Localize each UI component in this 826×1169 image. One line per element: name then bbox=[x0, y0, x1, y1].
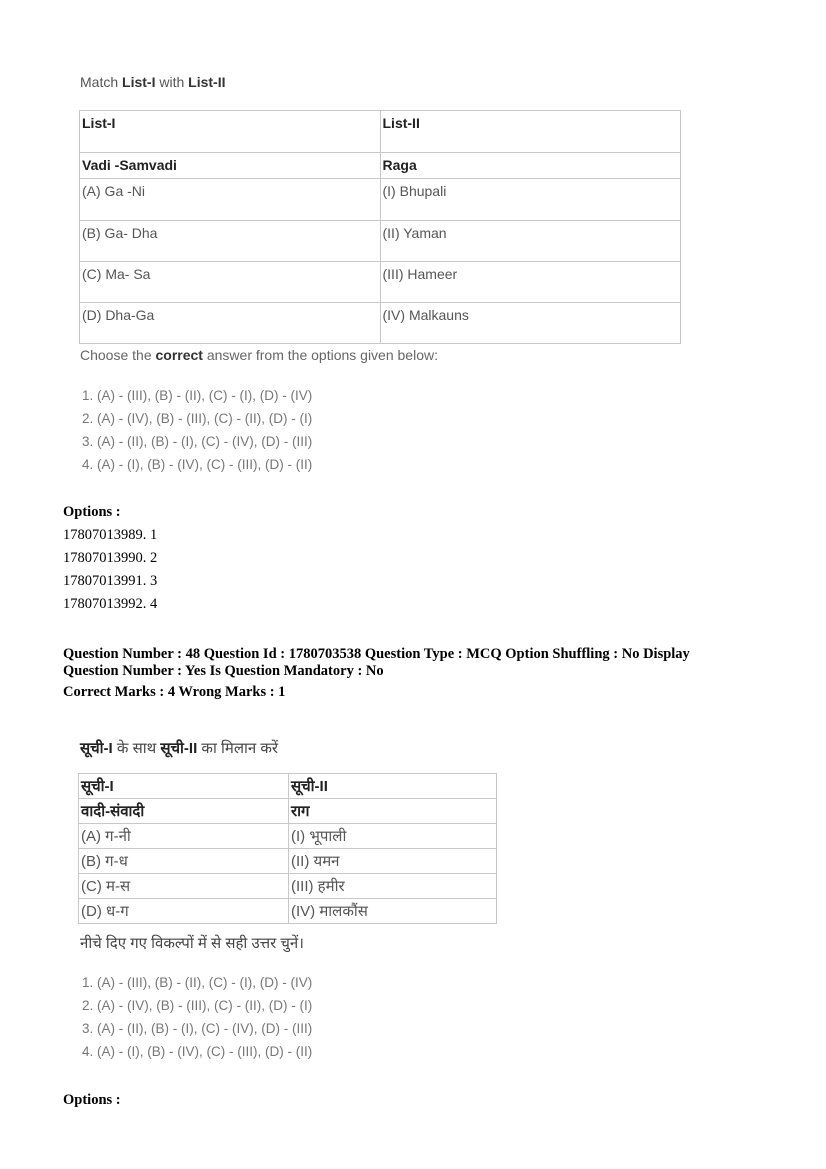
answer-item: 2. (A) - (IV), (B) - (III), (C) - (II), (D) - (I) bbox=[82, 998, 313, 1013]
table-header-cell: सूची-I bbox=[79, 774, 289, 799]
answer-item: 1. (A) - (III), (B) - (II), (C) - (I), (D) - (IV) bbox=[82, 975, 313, 990]
option-code: 17807013991. 3 bbox=[63, 573, 158, 589]
option-code: 17807013990. 2 bbox=[63, 550, 158, 566]
answer-item: 3. (A) - (II), (B) - (I), (C) - (IV), (D) - (III) bbox=[82, 434, 313, 449]
table-cell: (B) ग-ध bbox=[79, 849, 289, 874]
answer-item: 3. (A) - (II), (B) - (I), (C) - (IV), (D) - (III) bbox=[82, 1021, 313, 1036]
table-header-cell: सूची-II bbox=[289, 774, 497, 799]
table-subheader-cell: वादी-संवादी bbox=[79, 799, 289, 824]
table-cell: (III) Hameer bbox=[380, 262, 681, 303]
table-cell: (A) Ga -Ni bbox=[80, 179, 381, 221]
option-code: 17807013989. 1 bbox=[63, 527, 158, 543]
table-cell: (I) Bhupali bbox=[380, 179, 681, 221]
choose-instruction-hi: नीचे दिए गए विकल्पों में से सही उत्तर चुनें। bbox=[80, 935, 304, 952]
table-cell: (A) ग-नी bbox=[79, 824, 289, 849]
answer-item: 4. (A) - (I), (B) - (IV), (C) - (III), (D) - (II) bbox=[82, 1044, 313, 1059]
match-table-hi bbox=[78, 773, 497, 924]
table-cell: (D) ध-ग bbox=[79, 899, 289, 924]
table-cell: (II) Yaman bbox=[380, 221, 681, 262]
table-subheader-cell: राग bbox=[289, 799, 497, 824]
table-cell: (I) भूपाली bbox=[289, 824, 497, 849]
table-cell: (D) Dha-Ga bbox=[80, 303, 381, 344]
marks-meta-line: Correct Marks : 4 Wrong Marks : 1 bbox=[63, 684, 286, 700]
table-subheader-cell: Vadi -Samvadi bbox=[80, 153, 381, 179]
table-cell: (IV) मालकौंस bbox=[289, 899, 497, 924]
question-heading-en: Match List-I with List-II bbox=[80, 74, 226, 90]
question-meta-line: Question Number : Yes Is Question Mandatory : No bbox=[63, 663, 384, 679]
answer-item: 1. (A) - (III), (B) - (II), (C) - (I), (D) - (IV) bbox=[82, 388, 313, 403]
table-cell: (B) Ga- Dha bbox=[80, 221, 381, 262]
option-code: 17807013992. 4 bbox=[63, 596, 158, 612]
match-table-en bbox=[79, 110, 681, 344]
table-cell: (III) हमीर bbox=[289, 874, 497, 899]
table-cell: (C) Ma- Sa bbox=[80, 262, 381, 303]
answer-list-en bbox=[82, 384, 312, 476]
table-header-cell: List-I bbox=[80, 111, 381, 153]
options-label: Options : bbox=[63, 504, 121, 520]
answer-item: 4. (A) - (I), (B) - (IV), (C) - (III), (D) - (II) bbox=[82, 457, 313, 472]
question-heading-hi: सूची-I के साथ सूची-II का मिलान करें bbox=[80, 740, 279, 757]
answer-item: 2. (A) - (IV), (B) - (III), (C) - (II), (D) - (I) bbox=[82, 411, 313, 426]
table-cell: (II) यमन bbox=[289, 849, 497, 874]
table-header-cell: List-II bbox=[380, 111, 681, 153]
choose-instruction-en: Choose the correct answer from the options given below: bbox=[80, 347, 438, 363]
answer-list-hi bbox=[82, 971, 312, 1063]
table-cell: (C) म-स bbox=[79, 874, 289, 899]
question-meta-line: Question Number : 48 Question Id : 1780703538 Question Type : MCQ Option Shuffling : No Display bbox=[63, 646, 690, 662]
table-subheader-cell: Raga bbox=[380, 153, 681, 179]
options-label: Options : bbox=[63, 1092, 121, 1108]
table-cell: (IV) Malkauns bbox=[380, 303, 681, 344]
